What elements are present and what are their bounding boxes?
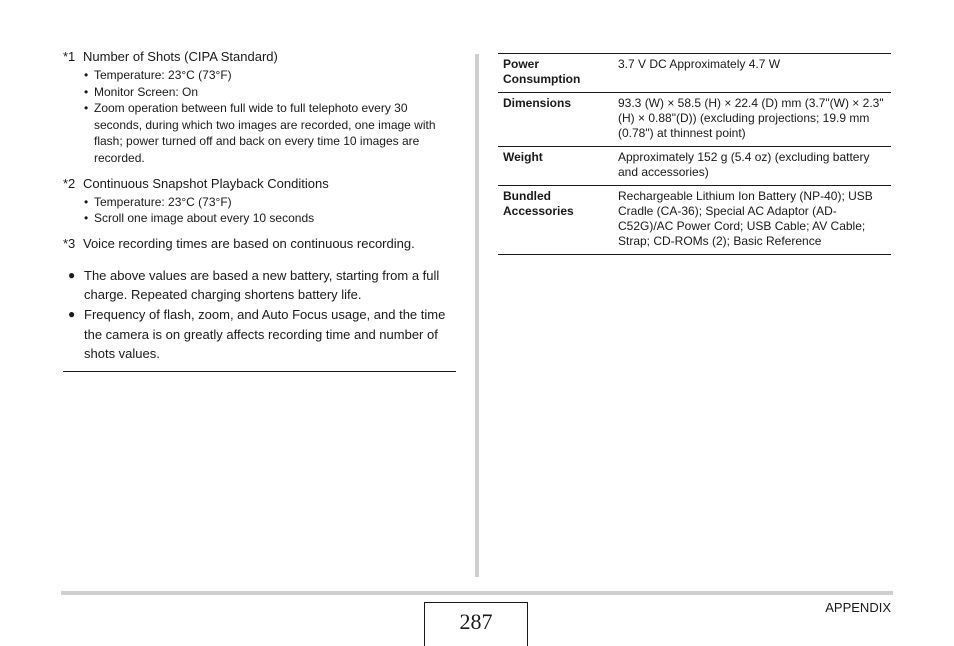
table-row: Weight Approximately 152 g (5.4 oz) (excluding battery and accessories): [498, 147, 891, 186]
note-text: Number of Shots (CIPA Standard): [83, 49, 278, 64]
list-item: ● The above values are based a new battery, starting from a full charge. Repeated charging shortens battery life.: [68, 266, 456, 305]
list-item: • Temperature: 23°C (73°F): [84, 68, 232, 82]
note-text: Voice recording times are based on continuous recording.: [83, 235, 415, 251]
list-item: ● Frequency of flash, zoom, and Auto Focus usage, and the time the camera is on greatly affects recording time and number of shots values.: [68, 305, 456, 364]
bullet-icon: ●: [68, 267, 76, 282]
page-number: 287: [424, 602, 528, 646]
note-1-conditions: [63, 67, 456, 167]
table-row: Dimensions 93.3 (W) × 58.5 (H) × 22.4 (D) mm (3.7"(W) × 2.3"(H) × 0.88"(D)) (excluding projections; 19.9 mm (0.78") at thinnest point): [498, 93, 891, 147]
note-mark: *3: [63, 235, 76, 251]
column-divider: [475, 54, 479, 577]
note-1: [63, 48, 456, 167]
spec-table: [498, 53, 891, 255]
list-item: • Temperature: 23°C (73°F): [84, 194, 232, 209]
list-item: • Zoom operation between full wide to full telephoto every 30 seconds, during which two images are recorded, one image with flash; power turned off and back on every time 10 images are recorded.: [84, 101, 436, 165]
note-text: Continuous Snapshot Playback Conditions: [83, 175, 329, 191]
note-mark: *1: [63, 49, 76, 64]
bullet-icon: ●: [68, 306, 76, 321]
table-row: Bundled Accessories Rechargeable Lithium Ion Battery (NP-40); USB Cradle (CA-36); Special AC Adaptor (AD-C52G)/AC Power Cord; USB Cable; AV Cable; Strap; CD-ROMs (2); Basic Reference: [498, 186, 891, 255]
footer-rule: [61, 591, 893, 595]
list-item: • Monitor Screen: On: [84, 84, 199, 99]
note-2-conditions: [63, 194, 456, 227]
note-2: [63, 175, 456, 227]
note-3: [63, 235, 456, 252]
notes-column: [63, 48, 456, 364]
section-label: APPENDIX: [825, 600, 891, 615]
note-mark: *2: [63, 175, 76, 191]
list-item: • Scroll one image about every 10 seconds: [84, 211, 315, 226]
table-row: Power Consumption 3.7 V DC Approximately 4.7 W: [498, 54, 891, 93]
bullet-list: [63, 266, 456, 364]
notes-bottom-rule: [63, 371, 456, 372]
